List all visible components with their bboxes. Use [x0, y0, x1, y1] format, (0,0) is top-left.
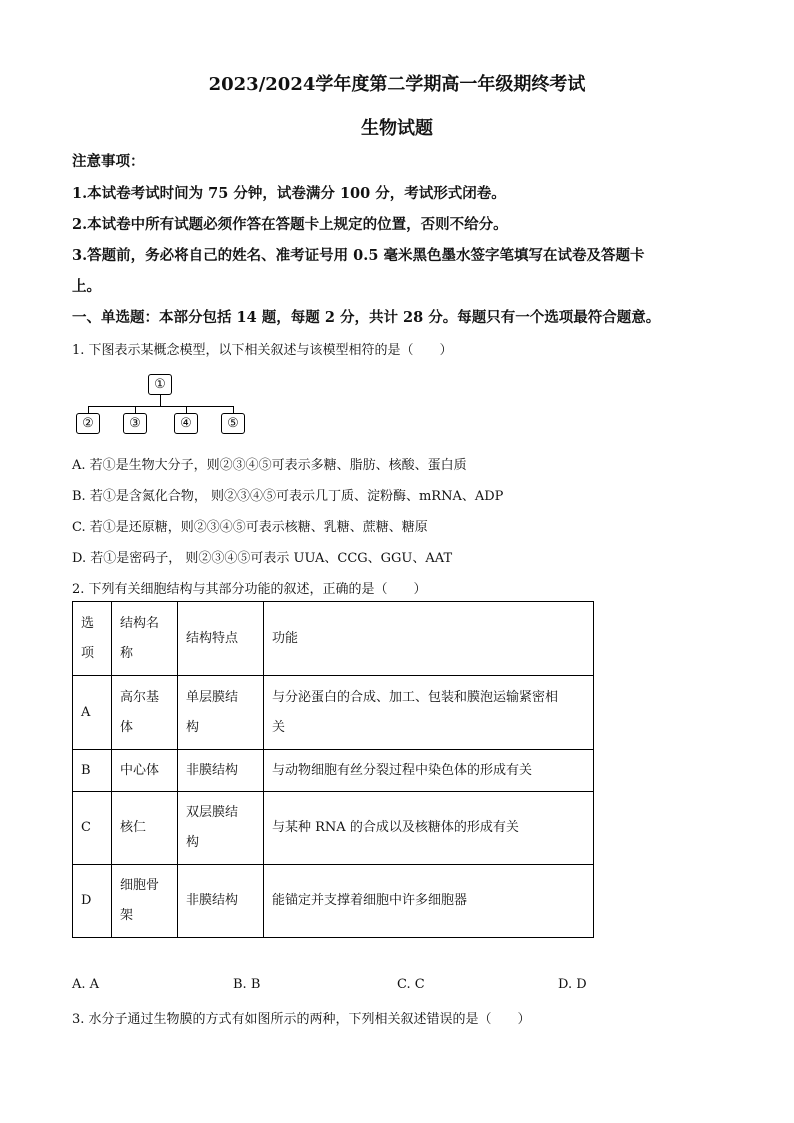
diagram-child-node: ②	[76, 413, 100, 434]
table-cell-feature: 单层膜结 构	[178, 676, 264, 750]
diagram-connector-drop	[186, 406, 187, 413]
table-cell-feature: 非膜结构	[178, 865, 264, 938]
notes-heading: 注意事项：	[72, 153, 145, 170]
table-cell-function: 与某种 RNA 的合成以及核糖体的形成有关	[264, 792, 594, 865]
exam-title: 2023/2024学年度第二学期高一年级期终考试	[208, 74, 586, 95]
q1-option-a: A. 若①是生物大分子，则②③④⑤可表示多糖、脂肪、核酸、蛋白质	[72, 458, 467, 473]
table-cell-name: 核仁	[112, 792, 178, 865]
q1-stem: 1. 下图表示某概念模型，以下相关叙述与该模型相符的是（ ）	[72, 343, 453, 358]
table-row	[73, 750, 594, 792]
q3-stem: 3. 水分子通过生物膜的方式有如图所示的两种，下列相关叙述错误的是（ ）	[72, 1012, 531, 1027]
diagram-connector-horizontal	[88, 406, 233, 407]
diagram-connector-drop	[88, 406, 89, 413]
table-row	[73, 676, 594, 750]
table-cell-option: C	[73, 792, 112, 865]
table-cell-function: 与动物细胞有丝分裂过程中染色体的形成有关	[264, 750, 594, 792]
table-cell-option: A	[73, 676, 112, 750]
table-cell-option: B	[73, 750, 112, 792]
note-item-2: 2.本试卷中所有试题必须作答在答题卡上规定的位置，否则不给分。	[72, 216, 508, 233]
table-header-cell: 选 项	[73, 602, 112, 676]
q1-option-c: C. 若①是还原糖，则②③④⑤可表示核糖、乳糖、蔗糖、糖原	[72, 520, 428, 535]
q1-option-b: B. 若①是含氮化合物， 则②③④⑤可表示几丁质、淀粉酶、mRNA、ADP	[72, 489, 504, 504]
q2-stem: 2. 下列有关细胞结构与其部分功能的叙述，正确的是（ ）	[72, 582, 427, 597]
q2-answer-d: D. D	[558, 977, 587, 992]
q2-answer-b: B. B	[233, 977, 261, 992]
diagram-root-node: ①	[148, 374, 172, 395]
diagram-child-node: ④	[174, 413, 198, 434]
exam-subtitle: 生物试题	[361, 118, 433, 139]
table-cell-name: 细胞骨 架	[112, 865, 178, 938]
table-cell-function: 能锚定并支撑着细胞中许多细胞器	[264, 865, 594, 938]
table-cell-name: 中心体	[112, 750, 178, 792]
q2-answer-a: A. A	[72, 977, 100, 992]
diagram-connector-drop	[135, 406, 136, 413]
table-cell-option: D	[73, 865, 112, 938]
note-item-3-cont: 上。	[72, 278, 101, 295]
table-cell-function: 与分泌蛋白的合成、加工、包装和膜泡运输紧密相 关	[264, 676, 594, 750]
table-cell-feature: 非膜结构	[178, 750, 264, 792]
diagram-connector-drop	[233, 406, 234, 413]
table-cell-name: 高尔基 体	[112, 676, 178, 750]
note-item-3: 3.答题前，务必将自己的姓名、准考证号用 0.5 毫米黑色墨水签字笔填写在试卷及答题卡	[72, 247, 645, 264]
table-header-cell: 结构名 称	[112, 602, 178, 676]
table-header-row	[73, 602, 594, 676]
structure-function-table	[72, 601, 594, 938]
q2-answer-c: C. C	[397, 977, 425, 992]
section-heading: 一、单选题：本部分包括 14 题，每题 2 分，共计 28 分。每题只有一个选项最符合题意。	[72, 309, 661, 326]
table-row	[73, 865, 594, 938]
table-cell-feature: 双层膜结 构	[178, 792, 264, 865]
table-header-cell: 结构特点	[178, 602, 264, 676]
table-row	[73, 792, 594, 865]
table-header-cell: 功能	[264, 602, 594, 676]
diagram-child-node: ⑤	[221, 413, 245, 434]
note-item-1: 1.本试卷考试时间为 75 分钟，试卷满分 100 分，考试形式闭卷。	[72, 185, 506, 202]
q1-option-d: D. 若①是密码子， 则②③④⑤可表示 UUA、CCG、GGU、AAT	[72, 551, 453, 566]
diagram-child-node: ③	[123, 413, 147, 434]
